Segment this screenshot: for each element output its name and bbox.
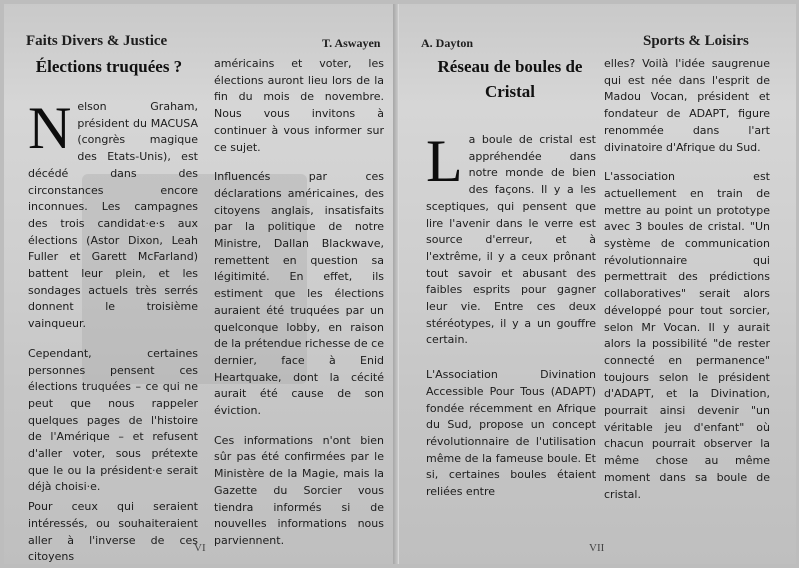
left-article-title: Élections truquées ?: [35, 57, 183, 76]
left-category: Faits Divers & Justice: [26, 33, 168, 49]
right-category: Sports & Loisirs: [643, 33, 749, 49]
right-article-title: [425, 54, 595, 104]
paragraph-text: elson Graham, président du MACUSA (congrès magique des Etats-Unis), est décédé dans des circonstances encore inconnues. Les campagnes des trois candidat·e·s aux élections (Astor Dixon, Leah Fuller et Garett McFarland) battent leur plein, et les sondages actuels très serrés donnent le troisième vainqueur.: [28, 100, 198, 331]
paragraph-text: a boule de cristal est appréhendée dans notre monde de bien des façons. Il y a les sceptiques, qui pensent que lire l'avenir dans le verre est source d'erreur, et à l'extrême, il y a ceux prônant tout savoir et abusant des faibles esprits pour gagner leur vie. Entre ces deux stéréotypes, il y a un gouffre certain.: [426, 133, 596, 347]
paragraph: [28, 95, 198, 333]
paragraph: Ces informations n'ont bien sûr pas été confirmées par le Ministère de la Magie, mais la Gazette du Sorcier vous tiendra informés si de nouvelles informations nous parviennent.: [214, 433, 384, 547]
right-column-2: [604, 56, 770, 516]
drop-cap: L: [426, 128, 463, 194]
left-column-1: [28, 95, 198, 564]
paragraph: Cependant, certaines personnes pensent ces élections truquées – ce qui ne peut que nous rappeler quelques pages de l'histoire de l'Amérique – et refusent d'aller voter, sous prétexte que le ou la président·e serait déjà choisi·e.: [28, 346, 198, 494]
paragraph: Influencés par ces déclarations américaines, des citoyens anglais, insatisfaits par la politique de notre Ministre, Dallan Blackwave, remettent en question sa légitimité. En effet, ils estiment que les élections auraient été truquées par un quelconque lobby, en raison de la prétendue richesse de ce dernier, face à Enid Heartquake, dont la cécité aurait été cause de son éviction.: [214, 170, 384, 418]
paragraph: L'association est actuellement en train de mettre au point un prototype avec 3 boules de cristal. "Un système de communication révolutionnaire qui permettrait des prédictions collaboratives" serait alors développé pour tout sorcier, selon Mr Vocan. Il y aurait alors la possibilité "de rester connecté en permanence" toujours selon le président d'ADAPT, et la Divination, pourrait ainsi devenir "un véritable jeu d'enfant" où chacun pourrait observer la même chose au même moment dans sa boule de cristal.: [604, 170, 770, 501]
paragraph: elles? Voilà l'idée saugrenue qui est née dans l'esprit de Madou Vocan, président et fondateur de ADAPT, figure renommée dans l'art divinatoire d'Afrique du Sud.: [604, 57, 770, 154]
right-author: A. Dayton: [421, 36, 474, 50]
left-author: T. Aswayen: [322, 36, 381, 50]
paragraph: Pour ceux qui seraient intéressés, ou souhaiteraient aller à l'inverse de ces citoyens: [28, 500, 198, 564]
left-page-number: VI: [194, 542, 206, 554]
title-line-2: Cristal: [484, 82, 536, 101]
left-page: [4, 4, 395, 564]
right-column-1: [426, 128, 596, 514]
title-line-1: Réseau de boules de: [437, 57, 583, 76]
paragraph: L'Association Divination Accessible Pour Tous (ADAPT) fondée récemment en Afrique du Sud, propose un concept révolutionnaire de l'utilisation même de la fameuse boule. Et si, certaines boules étaient reliées entre: [426, 368, 596, 499]
right-page: [398, 4, 796, 564]
left-column-2: [214, 56, 384, 563]
drop-cap: N: [28, 95, 72, 161]
right-page-number: VII: [589, 542, 605, 554]
paragraph: américains et voter, les élections auront lieu lors de la fin du mois de novembre. Nous vous invitons à continuer à vous informer sur ce sujet.: [214, 57, 384, 154]
paragraph: [426, 128, 596, 349]
